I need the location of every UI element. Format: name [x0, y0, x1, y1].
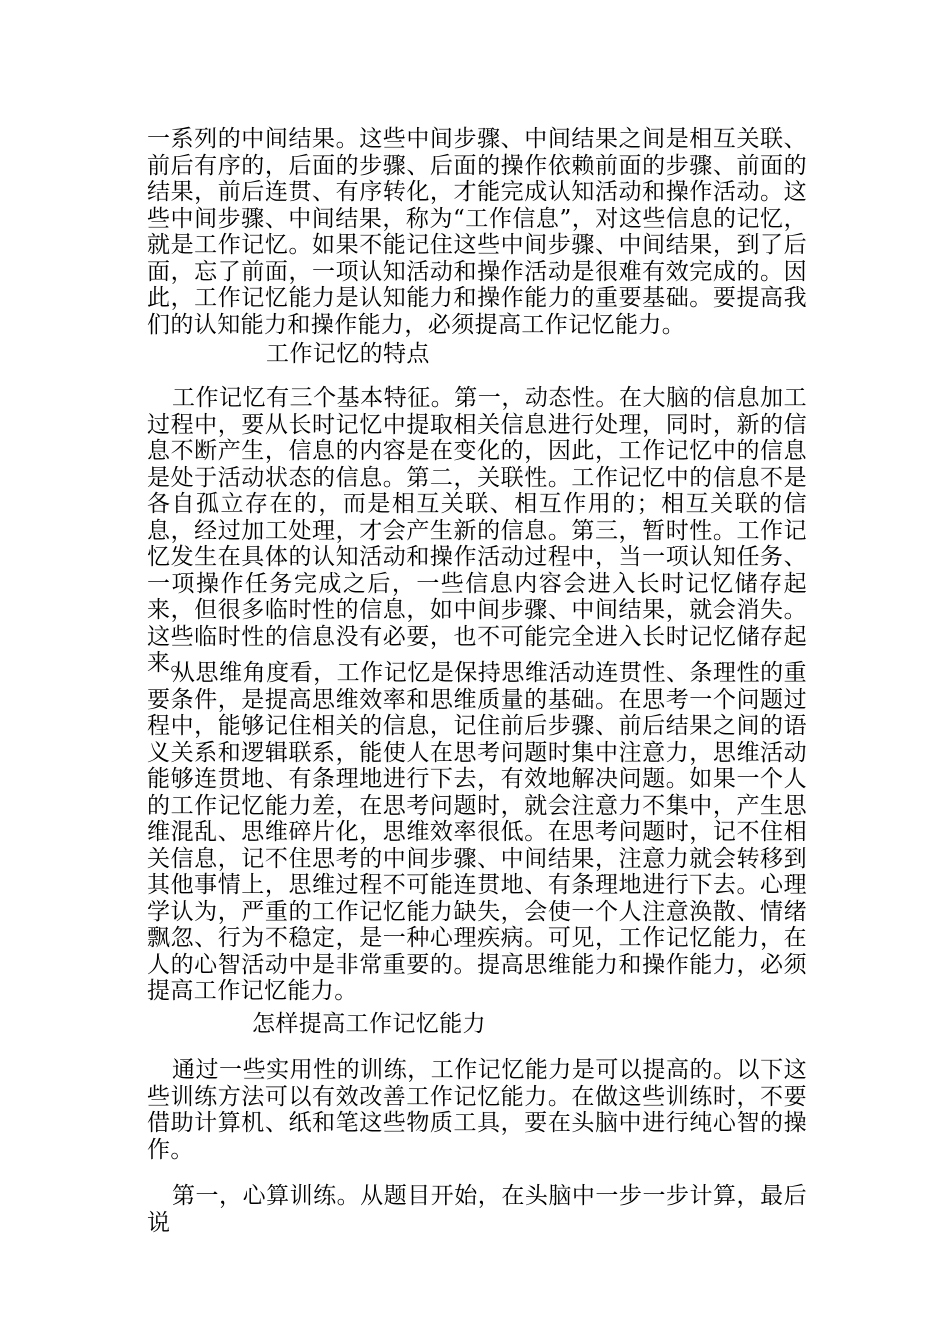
paragraph-intro: 一系列的中间结果。这些中间步骤、中间结果之间是相互关联、前后有序的，后面的步骤、后面的操作依赖前面的步骤、前面的结果，前后连贯、有序转化，才能完成认知活动和操作活动。这些中间步骤、中间结果，称为“工作信息”，对这些信息的记忆，就是工作记忆。如果不能记住这些中间步骤、中间结果，到了后面，忘了前面，一项认知活动和操作活动是很难有效完成的。因此，工作记忆能力是认知能力和操作能力的重要基础。要提高我们的认知能力和操作能力，必须提高工作记忆能力。: [147, 126, 807, 338]
paragraph-training-intro: 通过一些实用性的训练，工作记忆能力是可以提高的。以下这些训练方法可以有效改善工作记忆能力。在做这些训练时，不要借助计算机、纸和笔这些物质工具，要在头脑中进行纯心智的操作。: [147, 1057, 807, 1163]
section-heading-improve: 怎样提高工作记忆能力: [252, 1011, 486, 1037]
paragraph-features: 工作记忆有三个基本特征。第一，动态性。在大脑的信息加工过程中，要从长时记忆中提取相关信息进行处理，同时，新的信息不断产生，信息的内容是在变化的，因此，工作记忆中的信息是处于活动状态的信息。第二，关联性。工作记忆中的信息不是各自孤立存在的，而是相互关联、相互作用的；相互关联的信息，经过加工处理，才会产生新的信息。第三，暂时性。工作记忆发生在具体的认知活动和操作活动过程中，当一项认知任务、一项操作任务完成之后，一些信息内容会进入长时记忆储存起来，但很多临时性的信息，如中间步骤、中间结果，就会消失。这些临时性的信息没有必要，也不可能完全进入长时记忆储存起来。: [147, 385, 807, 676]
section-heading-features: 工作记忆的特点: [266, 341, 430, 367]
paragraph-thinking: 从思维角度看，工作记忆是保持思维活动连贯性、条理性的重要条件，是提高思维效率和思维质量的基础。在思考一个问题过程中，能够记住相关的信息，记住前后步骤、前后结果之间的语义关系和逻辑联系，能使人在思考问题时集中注意力，思维活动能够连贯地、有条理地进行下去，有效地解决问题。如果一个人的工作记忆能力差，在思考问题时，就会注意力不集中，产生思维混乱、思维碎片化，思维效率很低。在思考问题时，记不住相关信息，记不住思考的中间步骤、中间结果，注意力就会转移到其他事情上，思维过程不可能连贯地、有条理地进行下去。心理学认为，严重的工作记忆能力缺失，会使一个人注意涣散、情绪飘忽、行为不稳定，是一种心理疾病。可见，工作记忆能力，在人的心智活动中是非常重要的。提高思维能力和操作能力，必须提高工作记忆能力。: [147, 660, 807, 1004]
paragraph-mental-arithmetic: 第一，心算训练。从题目开始，在头脑中一步一步计算，最后说: [147, 1183, 807, 1236]
